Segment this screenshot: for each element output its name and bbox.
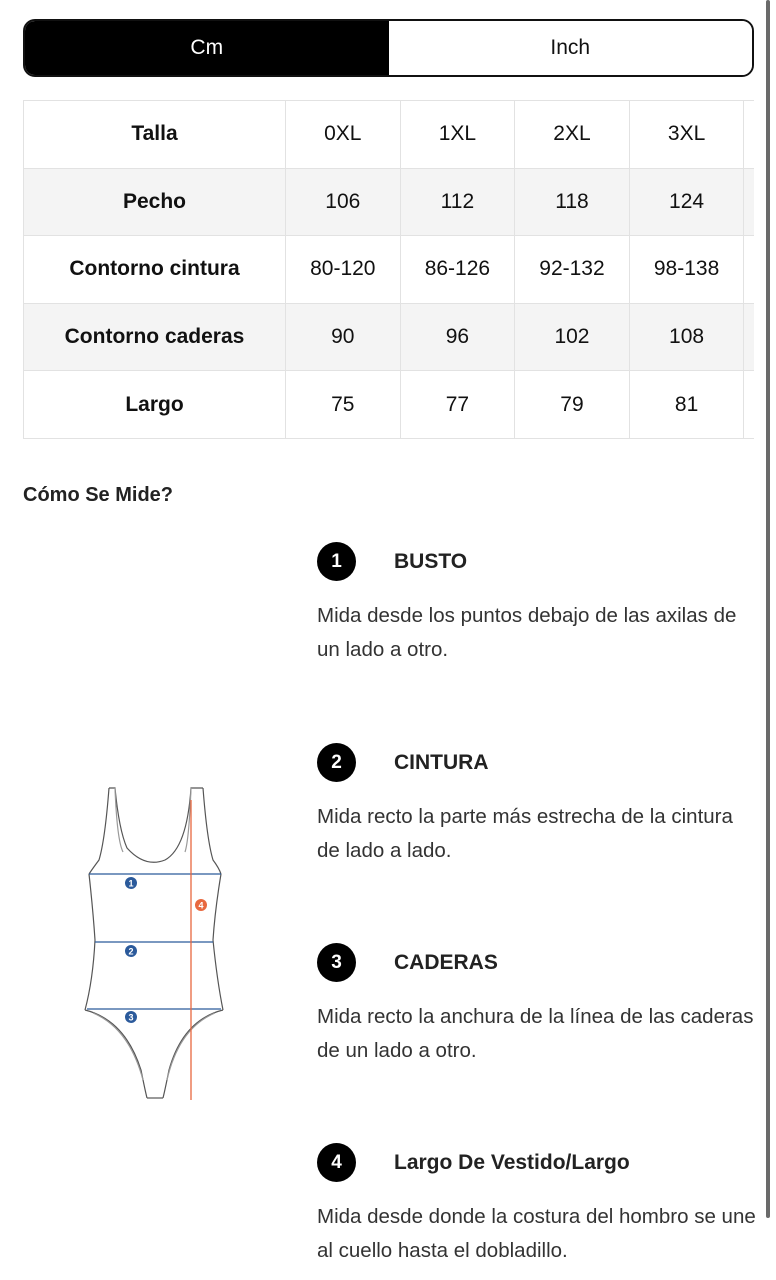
table-cell: 1XL — [400, 101, 515, 169]
table-row — [24, 236, 755, 304]
table-cell-clipped — [744, 101, 754, 169]
svg-text:1: 1 — [128, 878, 134, 889]
size-table-scroll[interactable] — [23, 100, 754, 441]
table-cell: 81 — [629, 371, 744, 439]
unit-option-inch[interactable]: Inch — [389, 21, 753, 75]
table-cell-clipped — [744, 236, 754, 304]
table-cell: 79 — [515, 371, 630, 439]
table-cell: 102 — [515, 303, 630, 371]
step-title: Largo De Vestido/Largo — [394, 1151, 630, 1174]
table-row — [24, 168, 755, 236]
table-cell: 77 — [400, 371, 515, 439]
bodysuit-diagram — [75, 780, 235, 1110]
svg-text:3: 3 — [128, 1012, 134, 1023]
marker-2-icon — [125, 945, 137, 957]
row-label-chest: Pecho — [24, 168, 286, 236]
table-cell: 118 — [515, 168, 630, 236]
row-label-waist: Contorno cintura — [24, 236, 286, 304]
table-cell: 96 — [400, 303, 515, 371]
step-title: BUSTO — [394, 550, 468, 573]
step-title: CADERAS — [394, 951, 498, 974]
step-description: Mida recto la anchura de la línea de las caderas de un lado a otro. — [317, 1005, 754, 1062]
svg-text:4: 4 — [198, 900, 204, 911]
vertical-scrollbar[interactable] — [766, 0, 770, 1218]
table-cell: 124 — [629, 168, 744, 236]
table-cell: 108 — [629, 303, 744, 371]
step-number-badge: 2 — [317, 743, 356, 782]
table-cell: 92-132 — [515, 236, 630, 304]
step-number-badge: 3 — [317, 943, 356, 982]
step-title: CINTURA — [394, 751, 489, 774]
marker-3-icon — [125, 1011, 137, 1023]
marker-1-icon — [125, 877, 137, 889]
table-cell: 112 — [400, 168, 515, 236]
svg-text:2: 2 — [128, 946, 134, 957]
bodysuit-illustration — [75, 780, 235, 1110]
step-description: Mida desde donde la costura del hombro se une al cuello hasta el dobladillo. — [317, 1205, 756, 1262]
table-cell: 98-138 — [629, 236, 744, 304]
unit-toggle — [23, 19, 754, 77]
table-row — [24, 101, 755, 169]
table-row — [24, 303, 755, 371]
table-cell: 2XL — [515, 101, 630, 169]
table-cell: 86-126 — [400, 236, 515, 304]
how-to-measure-title: Cómo Se Mide? — [23, 484, 174, 506]
table-cell: 90 — [286, 303, 401, 371]
table-cell-clipped — [744, 303, 754, 371]
row-label-hips: Contorno caderas — [24, 303, 286, 371]
table-cell: 3XL — [629, 101, 744, 169]
step-description: Mida recto la parte más estrecha de la cintura de lado a lado. — [317, 805, 733, 862]
size-table — [23, 100, 754, 439]
row-label-length: Largo — [24, 371, 286, 439]
table-cell: 0XL — [286, 101, 401, 169]
row-label-size: Talla — [24, 101, 286, 169]
step-description: Mida desde los puntos debajo de las axilas de un lado a otro. — [317, 604, 737, 661]
unit-option-cm[interactable]: Cm — [25, 21, 389, 75]
step-number-badge: 4 — [317, 1143, 356, 1182]
marker-4-icon — [195, 899, 207, 911]
table-cell: 75 — [286, 371, 401, 439]
table-cell: 80-120 — [286, 236, 401, 304]
table-cell-clipped — [744, 371, 754, 439]
table-cell-clipped — [744, 168, 754, 236]
step-number-badge: 1 — [317, 542, 356, 581]
table-cell: 106 — [286, 168, 401, 236]
table-row — [24, 371, 755, 439]
